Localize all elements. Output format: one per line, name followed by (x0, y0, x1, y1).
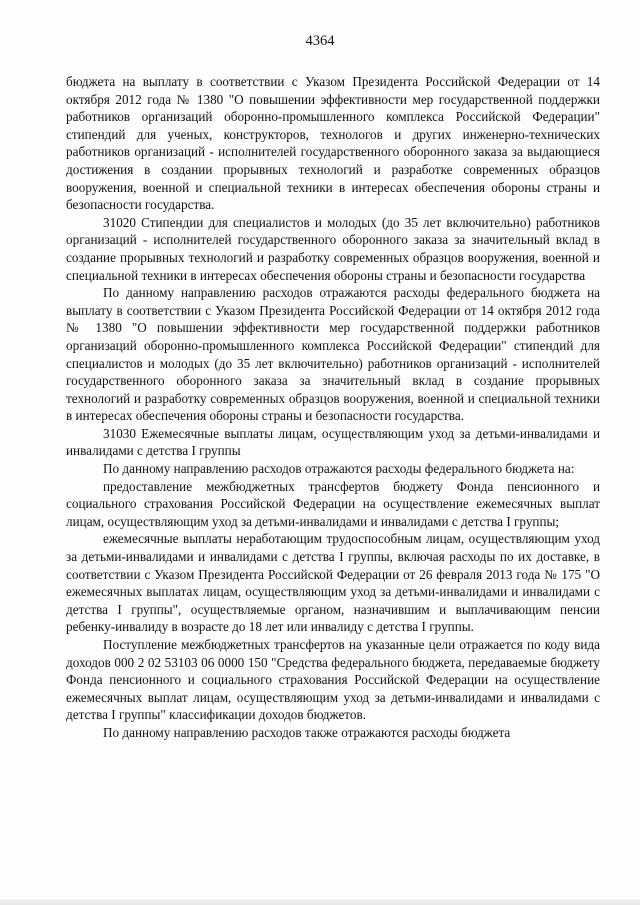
paragraph-31020-description: По данному направлению расходов отражаются расходы федерального бюджета на выплату в соответствии с Указом Президента Российской Федерации от 14 октября 2012 года № 1380 "О повышении эффективности мер государственной поддержки работников организаций оборонно-промышленного комплекса Российской Федерации" стипендий для специалистов и молодых (до 35 лет включительно) работников организаций - исполнителей государственного оборонного заказа за значительный вклад в создание прорывных технологий и разработку современных образцов вооружения, военной и специальной техники в интересах обеспечения обороны страны и безопасности государства. (66, 285, 600, 424)
paragraph-revenue-code: Поступление межбюджетных трансфертов на указанные цели отражается по коду вида доходов 000 2 02 53103 06 0000 150 "Средства федерального бюджета, передаваемые бюджету Фонда пенсионного и социального страхования Российской Федерации на осуществление ежемесячных выплат лицам, осуществляющим уход за детьми-инвалидами и инвалидами с детства I группы" классификации доходов бюджетов. (66, 637, 600, 723)
paragraph-31030-item-payments: ежемесячные выплаты неработающим трудоспособным лицам, осуществляющим уход за детьми-инвалидами и инвалидами с детства I группы, включая расходы по их доставке, в соответствии с Указом Президента Российской Федерации от 26 февраля 2013 года № 175 "О ежемесячных выплатах лицам, осуществляющим уход за детьми-инвалидами и инвалидами с детства I группы", осуществляемые органом, назначившим и выплачивающим пенсии ребенку-инвалиду в возрасте до 18 лет или инвалиду с детства I группы. (66, 531, 600, 635)
page-number: 4364 (305, 33, 335, 49)
document-body (66, 73, 600, 742)
paragraph-continuation: бюджета на выплату в соответствии с Указом Президента Российской Федерации от 14 октября 2012 года № 1380 "О повышении эффективности мер государственной поддержки работников организаций оборонно-промышленного комплекса Российской Федерации" стипендий для ученых, конструкторов, технологов и других инженерно-технических работников организаций - исполнителей государственного оборонного заказа за выдающиеся достижения в создании прорывных технологий и разработке современных образцов вооружения, военной и специальной техники в интересах обеспечения обороны страны и безопасности государства. (66, 74, 600, 213)
paragraph-continued: По данному направлению расходов также отражаются расходы бюджета (103, 724, 511, 740)
expense-code-31020-heading: 31020 Стипендии для специалистов и молодых (до 35 лет включительно) работников организаций - исполнителей государственного оборонного заказа за значительный вклад в создание прорывных технологий и разработку современных образцов вооружения, военной и специальной техники в интересах обеспечения обороны страны и безопасности государства (66, 214, 600, 283)
expense-code-31030-heading: 31030 Ежемесячные выплаты лицам, осуществляющим уход за детьми-инвалидами и инвалидами с детства I группы (66, 425, 600, 459)
paragraph-31030-item-transfers: предоставление межбюджетных трансфертов бюджету Фонда пенсионного и социального страхования Российской Федерации на осуществление ежемесячных выплат лицам, осуществляющим уход за детьми-инвалидами и инвалидами с детства I группы; (66, 478, 600, 529)
paragraph-31030-intro: По данному направлению расходов отражаются расходы федерального бюджета на: (103, 461, 575, 477)
scan-bottom-edge (0, 899, 640, 905)
